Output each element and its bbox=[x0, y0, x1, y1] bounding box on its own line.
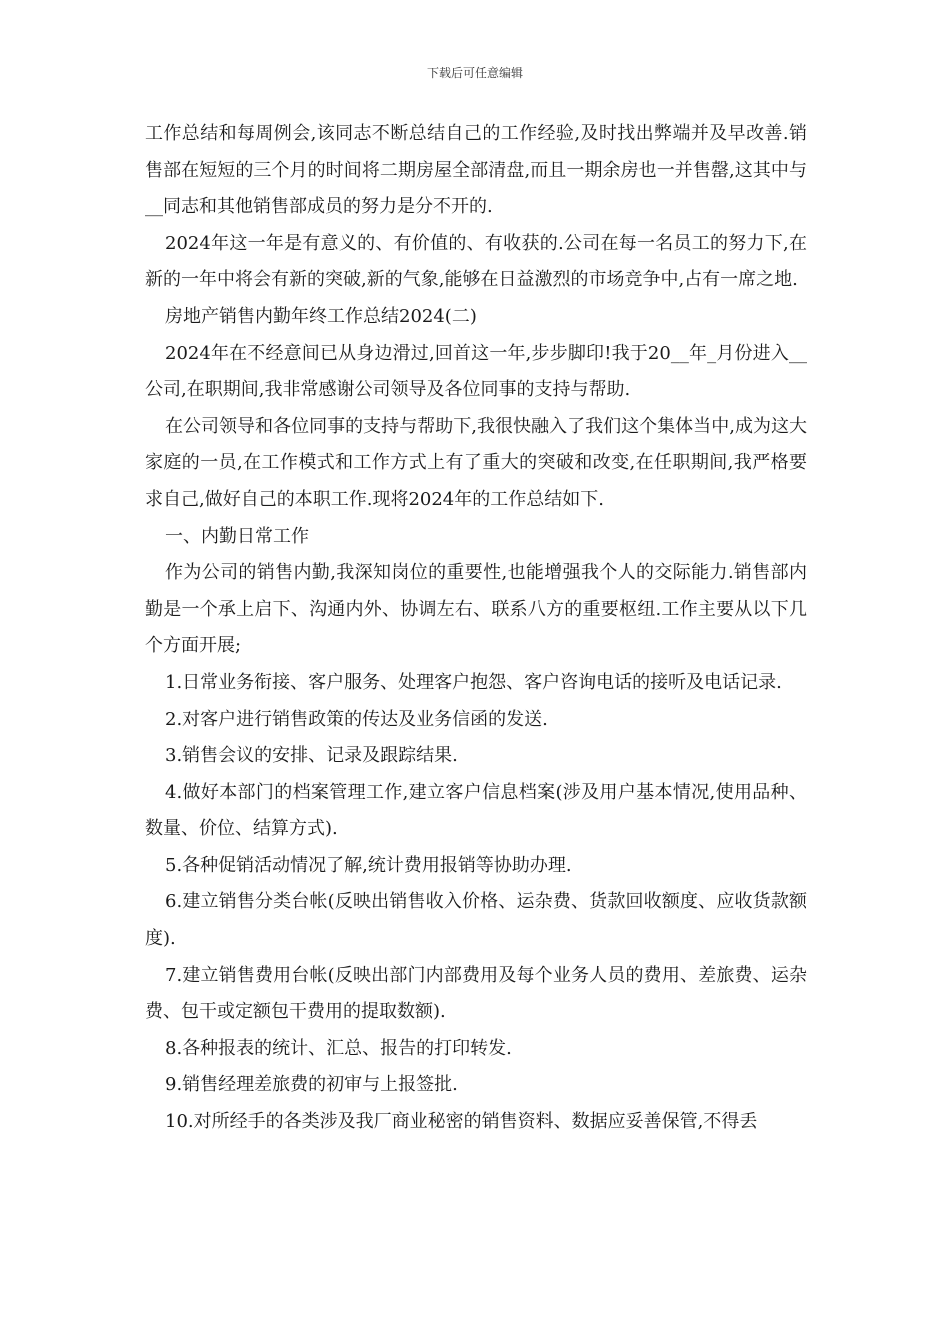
list-item: 1.日常业务衔接、客户服务、处理客户抱怨、客户咨询电话的接听及电话记录. bbox=[165, 671, 782, 693]
section-heading: 房地产销售内勤年终工作总结2024(二) bbox=[165, 305, 477, 327]
list-item: 4.做好本部门的档案管理工作,建立客户信息档案(涉及用户基本情况,使用品种、数量、价位、结算方式). bbox=[145, 781, 807, 840]
list-item: 2.对客户进行销售政策的传达及业务信函的发送. bbox=[165, 708, 548, 730]
list-item: 8.各种报表的统计、汇总、报告的打印转发. bbox=[165, 1037, 512, 1059]
list-item: 10.对所经手的各类涉及我厂商业秘密的销售资料、数据应妥善保管,不得丢 bbox=[165, 1111, 758, 1133]
document-body bbox=[145, 116, 807, 1141]
paragraph: 工作总结和每周例会,该同志不断总结自己的工作经验,及时找出弊端并及早改善.销售部在短短的三个月的时间将二期房屋全部清盘,而且一期余房也一并售罄,这其中与__同志和其他销售部成员的努力是分不开的. bbox=[145, 123, 807, 218]
paragraph: 2024年这一年是有意义的、有价值的、有收获的.公司在每一名员工的努力下,在新的一年中将会有新的突破,新的气象,能够在日益激烈的市场竞争中,占有一席之地. bbox=[145, 232, 807, 291]
list-item: 6.建立销售分类台帐(反映出销售收入价格、运杂费、货款回收额度、应收货款额度). bbox=[145, 891, 807, 950]
list-item: 7.建立销售费用台帐(反映出部门内部费用及每个业务人员的费用、差旅费、运杂费、包干或定额包干费用的提取数额). bbox=[145, 964, 807, 1023]
list-item: 5.各种促销活动情况了解,统计费用报销等协助办理. bbox=[165, 854, 572, 876]
list-item: 9.销售经理差旅费的初审与上报签批. bbox=[165, 1074, 458, 1096]
paragraph: 作为公司的销售内勤,我深知岗位的重要性,也能增强我个人的交际能力.销售部内勤是一个承上启下、沟通内外、协调左右、联系八方的重要枢纽.工作主要从以下几个方面开展; bbox=[145, 562, 807, 657]
list-item: 3.销售会议的安排、记录及跟踪结果. bbox=[165, 745, 458, 767]
page-header: 下载后可任意编辑 bbox=[426, 66, 523, 80]
paragraph: 2024年在不经意间已从身边滑过,回首这一年,步步脚印!我于20__年_月份进入__公司,在职期间,我非常感谢公司领导及各位同事的支持与帮助. bbox=[145, 342, 807, 401]
section-heading: 一、内勤日常工作 bbox=[165, 525, 309, 547]
paragraph: 在公司领导和各位同事的支持与帮助下,我很快融入了我们这个集体当中,成为这大家庭的一员,在工作模式和工作方式上有了重大的突破和改变,在任职期间,我严格要求自己,做好自己的本职工作.现将2024年的工作总结如下. bbox=[145, 415, 807, 510]
